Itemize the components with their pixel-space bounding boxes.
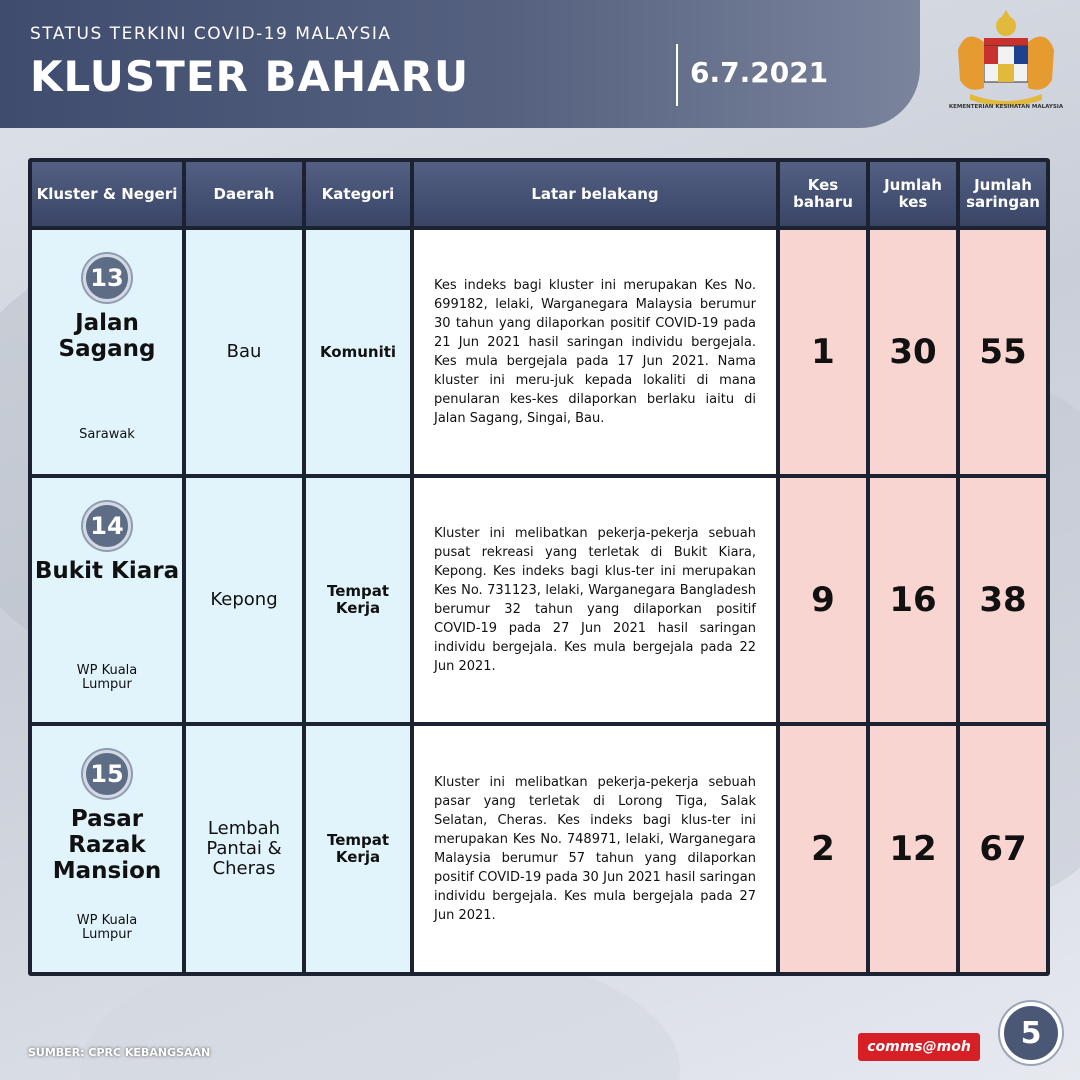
cluster-number-badge: 13 — [83, 254, 131, 302]
cluster-state: Sarawak — [79, 427, 135, 442]
kategori-cell: Tempat Kerja — [306, 478, 410, 722]
logo-caption: KEMENTERIAN KESIHATAN MALAYSIA — [948, 104, 1064, 110]
jumlah-kes-cell: 30 — [870, 230, 956, 474]
header-daerah: Daerah — [186, 162, 302, 226]
daerah-cell: Lembah Pantai & Cheras — [186, 726, 302, 972]
kes-baharu-cell: 1 — [780, 230, 866, 474]
kes-baharu-cell: 2 — [780, 726, 866, 972]
page-number: 5 — [1000, 1002, 1062, 1064]
cluster-number-badge: 14 — [83, 502, 131, 550]
cluster-name: Pasar Razak Mansion — [52, 806, 162, 884]
brand-badge: comms@moh — [858, 1033, 980, 1061]
kes-baharu-cell: 9 — [780, 478, 866, 722]
jumlah-kes-cell: 16 — [870, 478, 956, 722]
jumlah-saringan-cell: 55 — [960, 230, 1046, 474]
cluster-name: Bukit Kiara — [34, 558, 180, 584]
header-latar: Latar belakang — [414, 162, 776, 226]
cluster-state: WP Kuala Lumpur — [76, 913, 138, 942]
latar-cell: Kes indeks bagi kluster ini merupakan Kes No. 699182, lelaki, Warganegara Malaysia berumur 30 tahun yang dilaporkan positif COVID-19 pada 21 Jun 2021 hasil saringan individu bergejala. Kes mula bergejala pada 17 Jun 2021. Nama kluster ini meru-juk kepada lokaliti di mana penularan kes-kes dilaporkan berlaku iaitu di Jalan Sagang, Singai, Bau. — [414, 230, 776, 474]
header-jumlah-kes: Jumlah kes — [870, 162, 956, 226]
latar-cell: Kluster ini melibatkan pekerja-pekerja sebuah pasar yang terletak di Lorong Tiga, Salak Selatan, Cheras. Kes indeks bagi klus-ter ini merupakan Kes No. 748971, lelaki, Warganegara Malaysia berumur 57 tahun yang dilaporkan positif COVID-19 pada 30 Jun 2021 hasil saringan individu bergejala. Kes mula bergejala pada 27 Jun 2021. — [414, 726, 776, 972]
cluster-number-badge: 15 — [83, 750, 131, 798]
latar-cell: Kluster ini melibatkan pekerja-pekerja sebuah pusat rekreasi yang terletak di Bukit Kiara, Kepong. Kes indeks bagi klus-ter ini merupakan Kes No. 731123, lelaki, Warganegara Bangladesh berumur 32 tahun yang dilaporkan positif COVID-19 pada 27 Jun 2021 hasil saringan individu bergejala. Kes mula bergejala pada 22 Jun 2021. — [414, 478, 776, 722]
cluster-name: Jalan Sagang — [58, 310, 156, 362]
source-credit: SUMBER: CPRC KEBANGSAAN — [28, 1046, 211, 1059]
header-kategori: Kategori — [306, 162, 410, 226]
header-subtitle: STATUS TERKINI COVID-19 MALAYSIA — [30, 24, 392, 44]
jumlah-kes-cell: 12 — [870, 726, 956, 972]
ministry-crest-icon — [946, 8, 1066, 118]
header-kes-baharu: Kes baharu — [780, 162, 866, 226]
table-row-cluster — [32, 726, 182, 972]
table-row-cluster — [32, 230, 182, 474]
daerah-cell: Kepong — [186, 478, 302, 722]
header-kluster: Kluster & Negeri — [32, 162, 182, 226]
cluster-state: WP Kuala Lumpur — [76, 663, 138, 692]
cluster-table — [28, 158, 1050, 976]
jumlah-saringan-cell: 67 — [960, 726, 1046, 972]
header-divider — [676, 44, 678, 106]
header-jumlah-saringan: Jumlah saringan — [960, 162, 1046, 226]
page-title: KLUSTER BAHARU — [30, 52, 470, 101]
daerah-cell: Bau — [186, 230, 302, 474]
table-row-cluster — [32, 478, 182, 722]
jumlah-saringan-cell: 38 — [960, 478, 1046, 722]
kategori-cell: Tempat Kerja — [306, 726, 410, 972]
kategori-cell: Komuniti — [306, 230, 410, 474]
header-date: 6.7.2021 — [690, 56, 829, 89]
